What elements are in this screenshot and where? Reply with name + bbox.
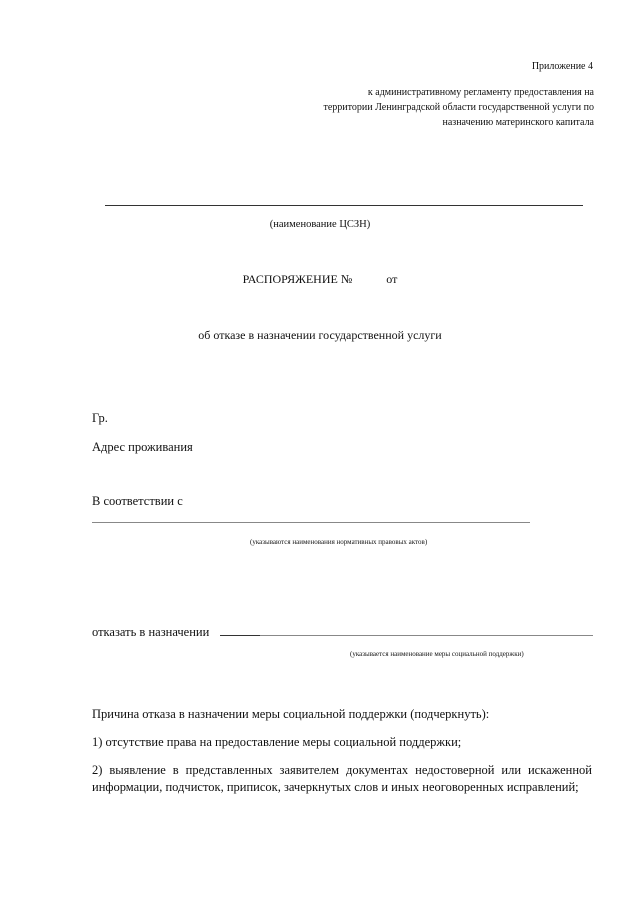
- order-title: [0, 272, 640, 287]
- address-label: Адрес проживания: [92, 440, 193, 454]
- reason-item-2: 2) выявление в представленных заявителем документах недостоверной или искаженной информации, подчисток, приписок, зачеркнутых слов и иных неоговоренных исправлений;: [92, 763, 592, 794]
- regulation-reference: [274, 85, 594, 130]
- regulation-line-3: назначению материнского капитала: [442, 117, 594, 128]
- reason-item-1: 1) отсутствие права на предоставление меры социальной поддержки;: [92, 735, 462, 749]
- order-number-label: РАСПОРЯЖЕНИЕ №: [242, 272, 353, 286]
- org-name-line: [105, 205, 583, 206]
- refuse-label: отказать в назначении: [92, 625, 210, 639]
- org-caption: (наименование ЦСЗН): [269, 219, 371, 230]
- acts-line: [92, 522, 530, 523]
- measure-line-short: [220, 635, 260, 636]
- acts-caption: (указываются наименования нормативных правовых актов): [250, 538, 428, 546]
- reasons-heading: Причина отказа в назначении меры социальной поддержки (подчеркнуть):: [92, 707, 490, 721]
- measure-caption: (указывается наименование меры социальной поддержки): [350, 650, 524, 658]
- regulation-line-1: к административному регламенту предоставления на: [367, 87, 594, 98]
- appendix-label: Приложение 4: [531, 61, 593, 72]
- citizen-label: Гр.: [92, 411, 108, 425]
- measure-line: [260, 635, 593, 636]
- order-date-label: от: [386, 272, 398, 286]
- accordance-label: В соответствии с: [92, 494, 183, 508]
- regulation-line-2: территории Ленинградской области государственной услуги по: [323, 102, 594, 113]
- order-subject: об отказе в назначении государственной услуги: [198, 328, 442, 342]
